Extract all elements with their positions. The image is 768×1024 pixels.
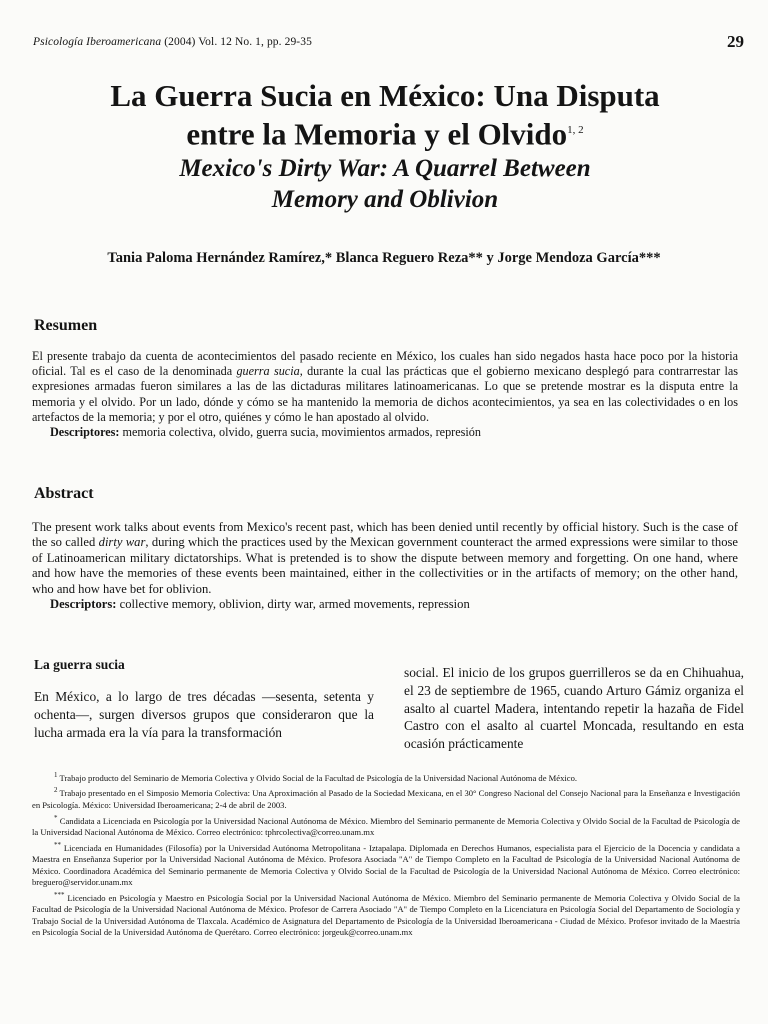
running-head — [33, 36, 312, 48]
body-text-left: En México, a lo largo de tres décadas —sesenta, setenta y ochenta—, surgen diversos grupos que consideraron que la lucha armada era la vía para la transformación — [34, 689, 374, 740]
resumen-heading: Resumen — [34, 317, 98, 334]
journal-citation: (2004) Vol. 12 No. 1, pp. 29-35 — [164, 36, 312, 48]
resumen-section — [32, 349, 738, 440]
author-line: Tania Paloma Hernández Ramírez,* Blanca Reguero Reza** y Jorge Mendoza García*** — [107, 250, 661, 266]
resumen-text-1: El presente trabajo da cuenta de acontecimientos del pasado reciente en México, los cuales han sido negados hasta hace poco por la historia oficial. Tal es el caso de la denominada — [32, 349, 738, 379]
spanish-title — [40, 78, 730, 151]
footnotes — [32, 770, 740, 940]
english-title-line-2: Memory and Oblivion — [271, 186, 499, 214]
resumen-keywords-list: memoria colectiva, olvido, guerra sucia, movimientos armados, represión — [119, 425, 481, 440]
resumen-paragraph — [32, 349, 738, 425]
abstract-keywords — [32, 597, 738, 612]
body-column-left — [34, 688, 374, 741]
footnote — [32, 840, 740, 889]
abstract-keywords-label: Descriptors: — [50, 597, 117, 612]
footnote — [32, 890, 740, 939]
footnote-text: Trabajo presentado en el Simposio Memoria Colectiva: Una Aproximación al Pasado de la Sociedad Mexicana, en el 30° Congreso Nacional del Consejo Nacional para la Enseñanza e Investigación en Psicología. México: Universidad Iberoamericana; 2-4 de abril de 2003. — [32, 788, 740, 810]
resumen-text-2: , durante la cual las prácticas que el gobierno mexicano desplegó para contrarrestar las expresiones armadas fueron similares a las de las dictaduras militares latinoamericanas. Lo que se pretende mostrar es la disputa entre la memoria y el olvido. Por un lado, dónde y cómo se ha mantenido la memoria de dichos acontecimientos, ya sea en las colectividades o en los artefactos de la memoria; y por el otro, quiénes y cómo le han apostado al olvido. — [32, 364, 738, 424]
abstract-text-2: , during which the practices used by the Mexican government counteract the armed expressions were similar to those of Latinoamerican military dictatorships. What is pretended is to show the dispute between memory and forgetting. On one hand, where and how have the memories of these events been maintained, either in the collectivities or in the artifacts of memory; on the other hand, who and how have bet for oblivion. — [32, 535, 739, 596]
footnote-mark: *** — [54, 890, 65, 899]
abstract-italic-term: dirty war — [98, 535, 146, 550]
footnote-text: Candidata a Licenciada en Psicología por la Universidad Nacional Autónoma de México. Miembro del Seminario permanente de Memoria Colectiva y Olvido Social de la Facultad de Psicología de la Universidad Nacional Autónoma de México. Correo electrónico: tphrcolectiva@correo.unam.mx — [32, 815, 740, 837]
footnote — [32, 785, 740, 811]
footnote-text: Licenciado en Psicología y Maestro en Psicología Social por la Universidad Nacional Autónoma de México. Miembro del Seminario permanente de Memoria Colectiva y Olvido Social de la Facultad de Psicología de la Universidad Nacional Autónoma de México. Profesor de Carrera Asociado "A" de Tiempo Completo en la Licenciatura en Psicología Social del Departamento de Sociología y Trabajo Social de la Universidad Autónoma de Tlaxcala. Académico de Asignatura del Departamento de Psicología de la Universidad Iberoamericana - Ciudad de México. Profesor invitado de la Maestría en Psicología Social de la Universidad Autónoma de Querétaro. Correo electrónico: jorgeuk@correo.unam.mx — [32, 892, 740, 938]
resumen-keywords — [32, 425, 738, 440]
footnote-mark: ** — [54, 840, 61, 849]
footnote-text: Licenciada en Humanidades (Filosofía) por la Universidad Autónoma Metropolitana - Iztapalapa. Diplomada en Derechos Humanos, especialista para el Ejercicio de la Docencia y candidata a Maestra en Enseñanza Superior por la Universidad Nacional Autónoma de México. Profesora Asociada "A" de Tiempo Completo en la Facultad de Psicología de la Universidad Nacional Autónoma de México. Coordinadora Académica del Seminario permanente de Memoria Colectiva y Olvido Social de la Facultad de Psicología de la Universidad Nacional Autónoma de México. Correo electrónico: breguero@servidor.unam.mx — [32, 842, 740, 888]
abstract-paragraph — [32, 520, 738, 597]
journal-name: Psicología Iberoamericana — [33, 36, 162, 48]
spanish-title-line-1: La Guerra Sucia en México: Una Disputa — [110, 78, 660, 113]
footnote — [32, 770, 740, 784]
body-text-right: social. El inicio de los grupos guerrilleros se da en Chihuahua, el 23 de septiembre de 1965, cuando Arturo Gámiz organiza el asalto al cuartel Madera, intentando repetir la hazaña de Fidel Castro con el asalto al cuartel Moncada, resultando en esta ocasión prácticamente — [404, 665, 744, 752]
title-block — [40, 78, 730, 215]
spanish-title-line-2: entre la Memoria y el Olvido — [186, 116, 568, 152]
footnote-mark: 2 — [54, 786, 58, 795]
footnote — [32, 813, 740, 839]
footnote-mark: 1 — [54, 771, 58, 779]
english-title — [40, 153, 730, 215]
footnote-text: Trabajo producto del Seminario de Memoria Colectiva y Olvido Social de la Facultad de Psicología de la Universidad Nacional Autónoma de México. — [57, 772, 578, 783]
abstract-heading: Abstract — [34, 485, 94, 502]
body-column-right — [404, 664, 744, 753]
abstract-section — [32, 520, 738, 612]
page-number: 29 — [727, 32, 744, 51]
english-title-line-1: Mexico's Dirty War: A Quarrel Between — [179, 155, 591, 183]
abstract-keywords-list: collective memory, oblivion, dirty war, armed movements, repression — [116, 597, 470, 612]
resumen-italic-term: guerra sucia — [236, 364, 300, 379]
resumen-keywords-label: Descriptores: — [50, 425, 120, 440]
section-heading: La guerra sucia — [34, 657, 125, 672]
abstract-text-1: The present work talks about events from Mexico's recent past, which has been denied until recently by official history. Such is the case of the so called — [32, 520, 738, 550]
footnote-mark: * — [54, 813, 58, 822]
title-footnote-marks: 1, 2 — [567, 124, 584, 136]
